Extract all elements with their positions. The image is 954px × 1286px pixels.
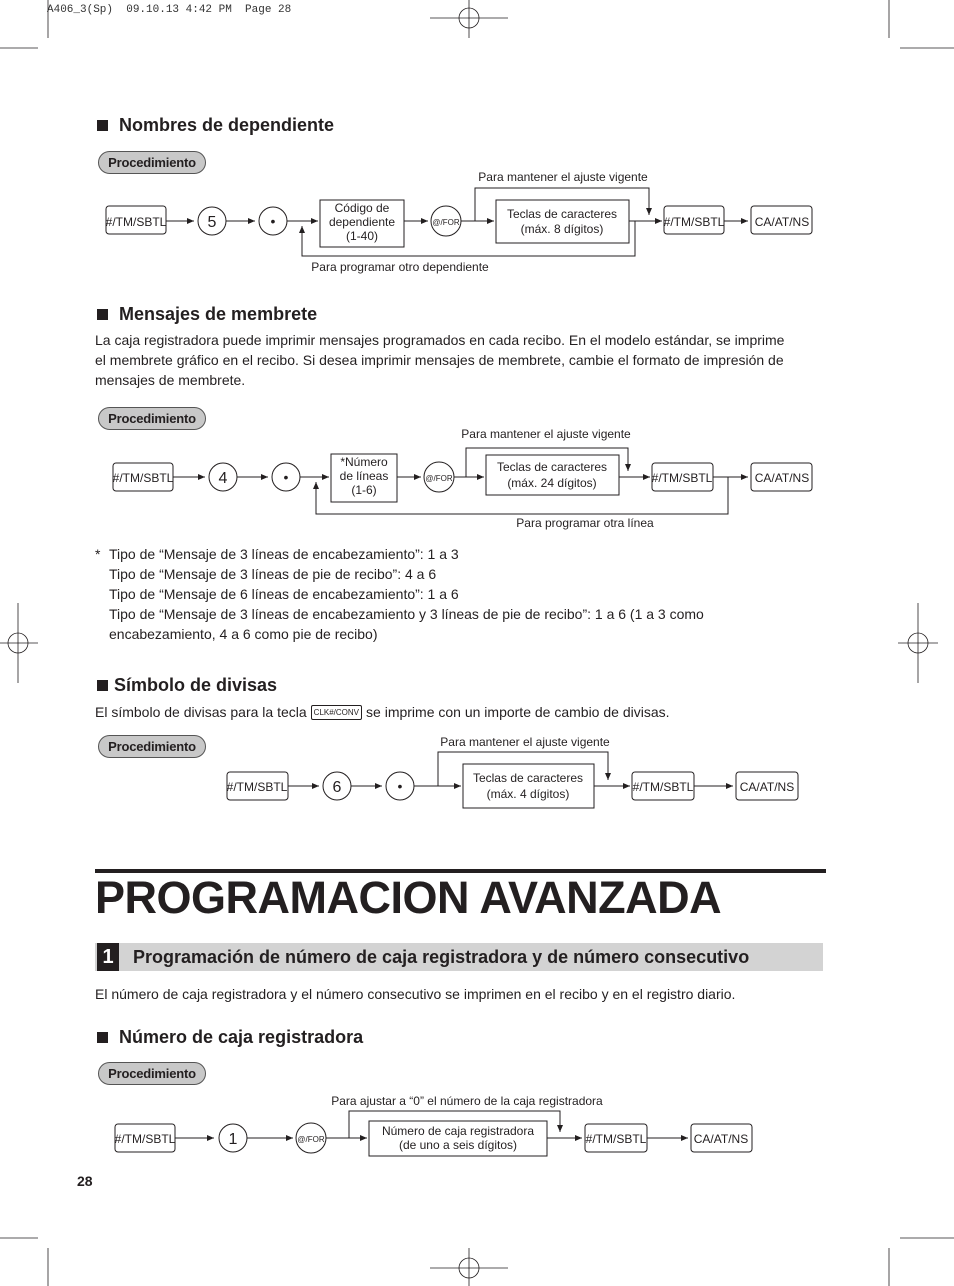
box-line: (de uno a seis dígitos) [398,1138,518,1152]
chapter-title: PROGRAMACION AVANZADA [95,872,722,923]
paragraph-line: La caja registradora puede imprimir mensajes programados en cada recibo. En el modelo estándar, se imprime [95,332,785,348]
box-line: (máx. 8 dígitos) [520,222,604,236]
step-number-badge: 1 [97,943,119,971]
key-label: CA/AT/NS [754,215,810,229]
print-slug: A406_3(Sp) 09.10.13 4:42 PM Page 28 [47,4,292,16]
divisas-paragraph [95,702,670,722]
loop-label-top: Para mantener el ajuste vigente [440,735,610,749]
key-label: #/TM/SBTL [112,471,174,485]
section-title: Mensajes de membrete [119,304,318,324]
key-label: CA/AT/NS [693,1132,749,1146]
box-line: de líneas [339,469,389,483]
loop-label-bottom: Para programar otra línea [516,516,654,530]
box-line: Teclas de caracteres [472,771,584,785]
section-title: Símbolo de divisas [114,675,278,695]
paragraph-line: el membrete gráfico en el recibo. Si desea imprimir mensajes de membrete, cambie el formato de impresión de [95,352,784,368]
at-key-label: @/FOR [432,218,460,227]
subsection-bar [95,943,823,971]
dot-label: • [270,213,276,229]
loop-label-bottom: Para programar otro dependiente [311,260,489,274]
section-heading-divisas [97,675,277,696]
section-heading-nombres [97,115,334,136]
key-label: #/TM/SBTL [114,1132,176,1146]
key-label: #/TM/SBTL [585,1132,647,1146]
footnote-line: Tipo de “Mensaje de 3 líneas de encabezamiento”: 1 a 3 [109,546,459,562]
square-bullet-icon [97,309,108,320]
key-label: #/TM/SBTL [663,215,725,229]
dot-label: • [283,469,289,485]
flow-diagram-numero-caja [0,1085,954,1170]
box-line: (1-6) [351,483,377,497]
flow-diagram-mensajes [0,420,954,535]
footnote-line: Tipo de “Mensaje de 3 líneas de pie de recibo”: 4 a 6 [109,566,437,582]
footnote-line: Tipo de “Mensaje de 6 líneas de encabezamiento”: 1 a 6 [109,586,459,602]
box-line: (máx. 4 dígitos) [486,787,570,801]
paragraph-line: mensajes de membrete. [95,372,246,388]
footnote-line: encabezamiento, 4 a 6 como pie de recibo) [109,626,378,642]
flow-diagram-nombres [0,160,954,280]
page-number: 28 [77,1173,93,1189]
digit-label: 5 [207,214,217,231]
section-heading-mensajes [97,304,317,325]
paragraph-text: se imprime con un importe de cambio de divisas. [366,704,670,720]
procedure-badge: Procedimiento [98,1062,206,1085]
paragraph-text: El símbolo de divisas para la tecla [95,704,307,720]
square-bullet-icon [97,1032,108,1043]
intro-paragraph [95,330,835,390]
footnote-line: Tipo de “Mensaje de 3 líneas de encabezamiento y 3 líneas de pie de recibo”: 1 a 6 (1 a 3 como [109,606,704,622]
section-title: Número de caja registradora [119,1027,364,1047]
procedure-badge: Procedimiento [98,407,206,430]
clk-conv-key-icon: CLK#/CONV [311,705,362,720]
at-key-label: @/FOR [297,1135,325,1144]
footnote-star: * [95,546,101,562]
footnote-list [109,544,829,644]
subsection-title: Programación de número de caja registradora y de número consecutivo [133,947,750,967]
at-key-label: @/FOR [425,474,453,483]
key-label: #/TM/SBTL [632,780,694,794]
loop-label-top: Para mantener el ajuste vigente [461,427,631,441]
square-bullet-icon [97,120,108,131]
key-label: CA/AT/NS [739,780,795,794]
box-line: Número de caja registradora [381,1124,535,1138]
loop-label-top: Para mantener el ajuste vigente [478,170,648,184]
digit-label: 1 [228,1131,238,1148]
key-label: CA/AT/NS [754,471,810,485]
procedure-badge: Procedimiento [98,151,206,174]
key-label: #/TM/SBTL [226,780,288,794]
flow-diagram-divisas [0,730,954,820]
digit-label: 6 [332,779,342,796]
dot-label: • [397,778,403,794]
box-line: Teclas de caracteres [496,460,608,474]
loop-label-top: Para ajustar a “0” el número de la caja registradora [331,1094,603,1108]
box-line: *Número [340,455,388,469]
square-bullet-icon [97,680,108,691]
key-label: #/TM/SBTL [651,471,713,485]
section-title: Nombres de dependiente [119,115,335,135]
avanzada-intro: El número de caja registradora y el número consecutivo se imprimen en el recibo y en el registro diario. [95,986,736,1002]
section-heading-numero-caja [97,1027,363,1048]
box-line: Código de [334,201,390,215]
box-line: Teclas de caracteres [506,207,618,221]
box-line: (1-40) [345,229,379,243]
box-line: (máx. 24 dígitos) [507,476,597,490]
box-line: dependiente [328,215,396,229]
digit-label: 4 [218,470,228,487]
procedure-badge: Procedimiento [98,735,206,758]
key-label: #/TM/SBTL [105,215,167,229]
